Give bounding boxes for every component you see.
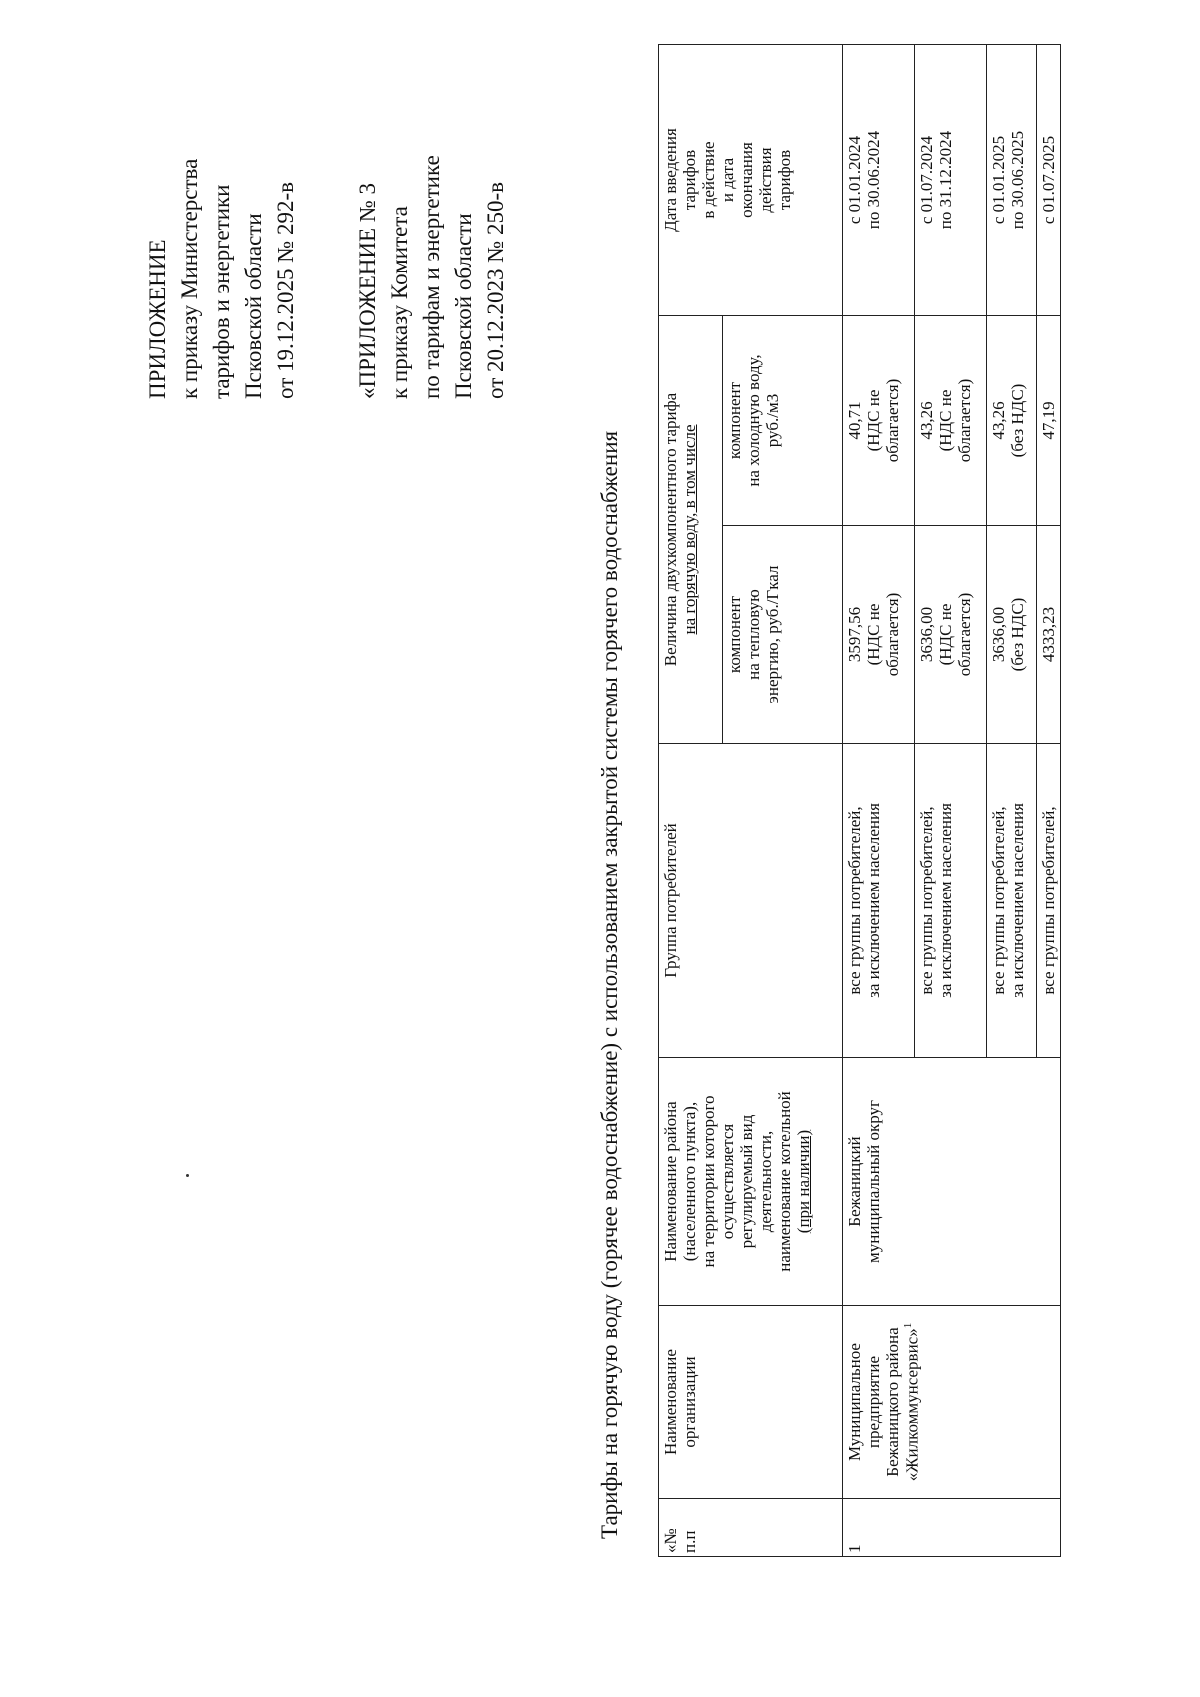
row-dates: с 01.07.2024 по 31.12.2024: [915, 45, 987, 316]
header-district-text: Наименование района (населенного пункта), на территории которого осуществляется регулируемый вид деятельности, наименование котельной: [661, 1091, 795, 1272]
row-heat-value: 3636,00 (НДС не облагается): [915, 526, 987, 744]
row-num: 1: [843, 1499, 1061, 1557]
prior-appendix-date-number: от 20.12.2023 № 250-в: [483, 182, 508, 399]
row-cold-value: 40,71 (НДС не облагается): [843, 316, 915, 526]
row-heat-value: 4333,23: [1037, 526, 1061, 744]
row-heat-value: [987, 526, 1037, 744]
header-dates: Дата введения тарифов в действие и дата окончания действия тарифов: [659, 45, 843, 316]
appendix-line: Псковской области: [241, 213, 266, 399]
row-cold-value: [987, 316, 1037, 526]
table-title: Тарифы на горячую воду (горячее водоснабжение) с использованием закрытой системы горячего водоснабжения: [597, 430, 622, 1539]
row-organization-footnote: 1: [902, 1322, 915, 1329]
row-cold-value: 43,26 (НДС не облагается): [915, 316, 987, 526]
row-organization-text: Муниципальное предприятие Бежаницкого района «Жилкоммунсервис»: [845, 1327, 922, 1482]
header-num: «№ п.п: [659, 1499, 843, 1557]
header-heat-component: компонент на тепловую энергию, руб./Гкал: [723, 526, 843, 744]
header-district-tail: (при наличии): [794, 1129, 814, 1234]
row-heat-value: 3597,56 (НДС не облагается): [843, 526, 915, 744]
appendix-date-number: от 19.12.2025 № 292-в: [273, 182, 298, 399]
row-dates: с 01.07.2025: [1037, 45, 1061, 316]
row-consumer-group: все группы потребителей, за исключением населения: [987, 744, 1037, 1058]
scan-speck: [186, 1174, 189, 1177]
prior-appendix-line: к приказу Комитета: [387, 206, 412, 399]
row-cold-value-text: 43,26 (без НДС): [989, 383, 1028, 458]
tariff-table: [658, 44, 1061, 1557]
table-header-row: [659, 45, 723, 1557]
prior-appendix-title: «ПРИЛОЖЕНИЕ № 3: [355, 182, 380, 399]
header-district: [659, 1058, 843, 1306]
row-consumer-group: все группы потребителей,: [1037, 744, 1061, 1058]
row-organization: [843, 1306, 1061, 1499]
row-dates: с 01.01.2025 по 30.06.2025: [987, 45, 1037, 316]
header-tariff-value-line2: на горячую воду, в том числе: [680, 424, 700, 635]
row-dates: с 01.01.2024 по 30.06.2024: [843, 45, 915, 316]
row-consumer-group: все группы потребителей, за исключением населения: [915, 744, 987, 1058]
appendix-line: к приказу Министерства: [177, 158, 202, 399]
header-organization: Наименование организации: [659, 1306, 843, 1499]
header-consumer-group: Группа потребителей: [659, 744, 843, 1058]
appendix-title: ПРИЛОЖЕНИЕ: [145, 239, 170, 399]
row-heat-value-text: 3636,00 (без НДС): [989, 597, 1028, 672]
row-cold-value: 47,19: [1037, 316, 1061, 526]
prior-appendix-line: Псковской области: [451, 213, 476, 399]
header-tariff-value: [659, 316, 723, 744]
header-cold-component: компонент на холодную воду, руб./м3: [723, 316, 843, 526]
header-tariff-value-line1: Величина двухкомпонентного тарифа: [661, 392, 680, 667]
table-row: [843, 45, 915, 1557]
prior-appendix-line: по тарифам и энергетике: [419, 155, 444, 399]
row-consumer-group: все группы потребителей, за исключением населения: [843, 744, 915, 1058]
row-district: Бежаницкий муниципальный округ: [843, 1058, 1061, 1306]
appendix-line: тарифов и энергетики: [209, 184, 234, 399]
